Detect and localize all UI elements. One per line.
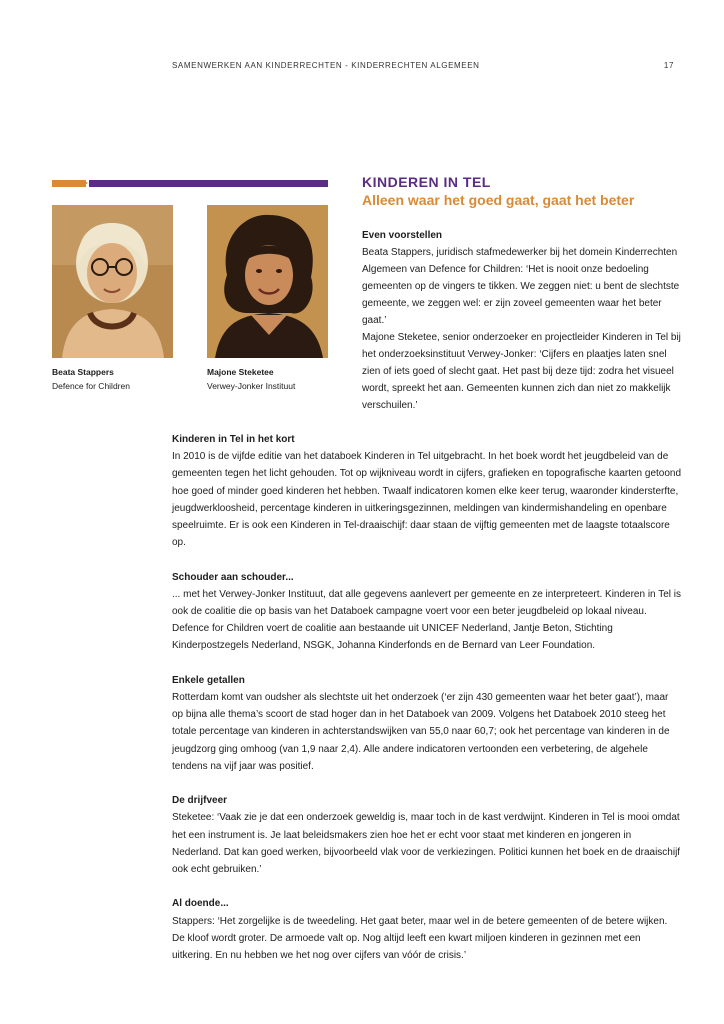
section-text: In 2010 is de vijfde editie van het databoek Kinderen in Tel uitgebracht. In het boek wordt het jeugdbeleid van de gemeenten tegen het licht gehouden. Tot op wijkniveau wordt in cijfers, grafieken en topografische kaarten getoond hoe goed of minder goed kinderen het hebben. Twaalf indicatoren komen elke keer terug, waaronder kindersterfte, jeugdwerkloosheid, percentage kinderen in uitkeringsgezinnen, meldingen van kindermishandeling en openbare speelruimte. Er is ook een Kinderen in Tel-draaischijf: daar staan de vijftig gemeenten met de laagste totaalscore op.: [172, 451, 682, 549]
portrait-photo-majone-steketee: [207, 205, 328, 358]
section-schouder-aan-schouder: [172, 569, 682, 655]
photo-caption-2: [207, 365, 295, 393]
section-heading: De drijfveer: [172, 795, 228, 807]
section-al-doende: [172, 895, 682, 964]
section-text: Stappers: ‘Het zorgelijke is de tweedeling. Het gaat beter, maar wel in de betere gemeenten of de betere wijken. De kloof wordt groter. De armoede valt op. Nog altijd leeft een kwart miljoen kinderen in gezinnen met een uitkering. En nu hebben we het nog over cijfers van vóór de crisis.’: [172, 915, 668, 962]
section-text: ... met het Verwey-Jonker Instituut, dat alle gegevens aanlevert per gemeente en ze interpreteert. Kinderen in Tel is ook de coalitie die op basis van het Databoek campagne voert voor een beter jeugdbeleid op lokaal niveau. Defence for Children voert de coalitie aan bestaande uit UNICEF Nederland, Jantje Beton, Stichting Kinderpostzegels Nederland, NSGK, Johanna Kinderfonds en de Bernard van Leer Foundation.: [172, 588, 681, 652]
section-heading: Al doende...: [172, 898, 229, 910]
running-title: SAMENWERKEN AAN KINDERRECHTEN - KINDERRECHTEN ALGEMEEN: [172, 61, 480, 70]
intro-paragraph-stappers: Beata Stappers, juridisch stafmedewerker bij het domein Kinderrechten Algemeen van Defence for Children: ‘Het is nooit onze bedoeling gemeenten op de vingers te tikken. We zeggen niet: u bent de slechtste gemeente, we zeggen wel: er zijn zoveel gemeenten waar het beter gaat.’: [362, 247, 680, 326]
caption-org: Verwey-Jonker Instituut: [207, 381, 296, 391]
page-number: 17: [663, 61, 674, 70]
intro-heading: Even voorstellen: [362, 230, 443, 241]
article-body: [172, 431, 682, 981]
article-subtitle: Alleen waar het goed gaat, gaat het beter: [362, 192, 635, 208]
intro-paragraph-steketee: Majone Steketee, senior onderzoeker en projectleider Kinderen in Tel bij het onderzoeksinstituut Verwey-Jonker: ‘Cijfers en plaatjes laten snel zien of iets goed of slecht gaat. Het past bij deze tijd: zodra het visueel wordt, spreekt het aan. Gemeenten kunnen zich dan niet zo makkelijk verschuilen.’: [362, 332, 681, 411]
orange-bar: [52, 180, 86, 187]
caption-name: Majone Steketee: [207, 367, 274, 377]
section-in-het-kort: [172, 431, 682, 551]
running-head: [172, 61, 674, 70]
caption-org: Defence for Children: [52, 381, 130, 391]
section-text: Rotterdam komt van oudsher als slechtste uit het onderzoek (‘er zijn 430 gemeenten waar het beter gaat’), maar op bijna alle thema’s scoort de stad hoger dan in het Databoek van 2009. Volgens het Databoek 2010 steeg het totale percentage van kinderen in achterstandswijken van 55,0 naar 60,7; ook het percentage van kinderen in de jeugdzorg ging omhoog (van 1,9 naar 2,4). Alle andere indicatoren vertoonden een verbetering, de algehele tendens na vijf jaar was positief.: [172, 692, 670, 772]
caption-name: Beata Stappers: [52, 367, 114, 377]
intro-block: [362, 227, 682, 414]
section-heading: Kinderen in Tel in het kort: [172, 434, 295, 445]
photo-caption-1: [52, 365, 130, 393]
section-heading: Enkele getallen: [172, 674, 245, 686]
arrow-icon: [83, 180, 88, 186]
decorative-bar: [52, 180, 328, 187]
section-de-drijfveer: [172, 792, 682, 878]
article-title: KINDEREN IN TEL: [362, 174, 491, 190]
portrait-photo-beata-stappers: [52, 205, 173, 358]
section-enkele-getallen: [172, 672, 682, 775]
section-heading: Schouder aan schouder...: [172, 571, 294, 583]
purple-bar: [89, 180, 328, 187]
section-text: Steketee: ‘Vaak zie je dat een onderzoek geweldig is, maar toch in de kast verdwijnt. Kinderen in Tel is mooi omdat het een instrument is. Je laat beleidsmakers zien hoe het er echt voor staat met kinderen en jongeren in Nederland. Dat kan goed werken, bijvoorbeeld vlak voor de verkiezingen. Politici kunnen het boek en de draaischijf ook echt gebruiken.’: [172, 812, 681, 876]
